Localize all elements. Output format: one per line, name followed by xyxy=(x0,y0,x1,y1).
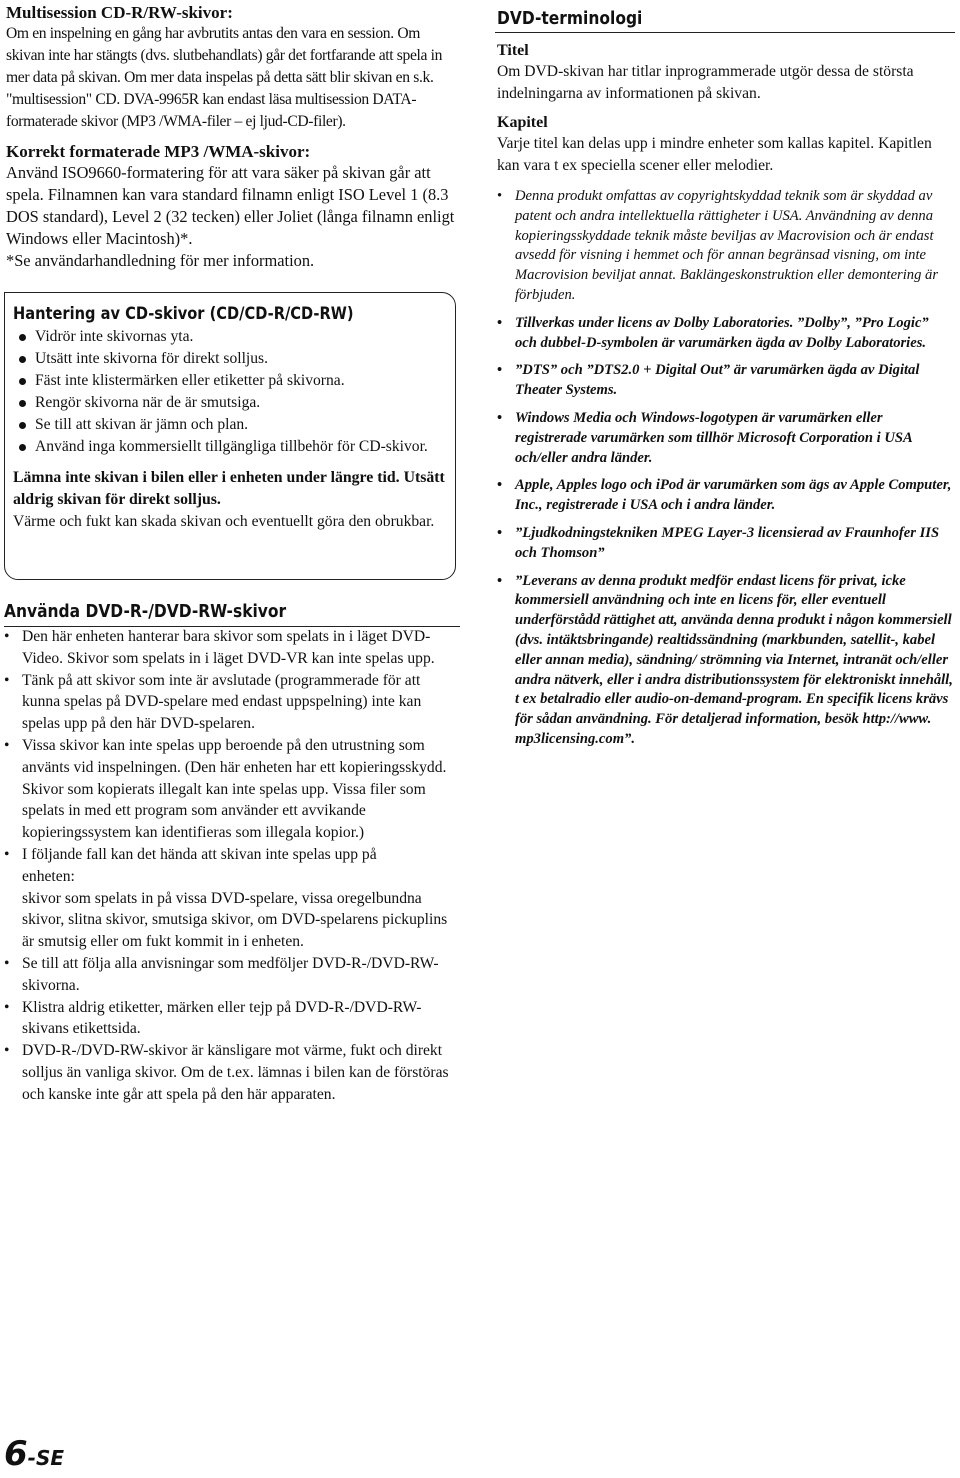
list-item: • Klistra aldrig etiketter, märken eller tejp på DVD-R-/DVD-RW-skivans etikettsida. xyxy=(4,998,422,1038)
list-item: • Tillverkas under licens av Dolby Laboratories. ”Dolby”, ”Pro Logic” och dubbel-D-symbolen är varumärken ägda av Dolby Laboratories. xyxy=(497,314,929,351)
dvdr-subtext: skivor som spelats in på vissa DVD-spelare, vissa oregelbundna skivor, slitna skivor, smutsiga skivor, om DVD-spelarens pickuplins är smutsig eller om fukt kommit in i enheten. xyxy=(22,889,448,951)
handling-warning-body: Värme och fukt kan skada skivan och eventuellt göra den obrukbar. xyxy=(13,513,435,530)
dvdr-title: Använda DVD-R-/DVD-RW-skivor xyxy=(4,601,287,622)
bullet-dot-icon xyxy=(19,400,26,407)
terms-title-rule xyxy=(495,32,955,33)
list-item: • Vissa skivor kan inte spelas upp beroende på den utrustning som använts vid inspelningen. (Den här enheten har ett kopieringsskydd. Skivor som kopierats illegalt kan inte spelas upp. Vissa filer som spelats in med ett program som använder ett avvikande kopieringssystem kan identifieras som illegala kopior.) xyxy=(4,736,447,842)
kapitel-heading: Kapitel xyxy=(497,114,548,131)
bullet-dot-icon xyxy=(19,334,26,341)
list-item: Se till att skivan är jämn och plan. xyxy=(13,414,455,436)
terms-section xyxy=(497,8,953,758)
handling-warning: Lämna inte skivan i bilen eller i enheten under längre tid. Utsätt aldrig skivan för direkt solljus. xyxy=(13,469,445,508)
list-item: • ”Ljudkodningstekniken MPEG Layer-3 licensierad av Fraunhofer IIS och Thomson” xyxy=(497,524,940,561)
mp3-section xyxy=(6,141,456,272)
kapitel-body: Varje titel kan delas upp i mindre enheter som kallas kapitel. Kapitlen kan vara t ex speciella scener eller melodier. xyxy=(497,135,932,174)
bullet-dot-icon xyxy=(19,444,26,451)
list-item: Använd inga kommersiellt tillgängliga tillbehör för CD-skivor. xyxy=(13,436,455,458)
list-item: • ”Leverans av denna produkt medför endast licens för privat, icke kommersiell användning och inte en licens för, eller eventuell underförstådd rättighet att, använda denna produkt i någon kommersiell (dvs. intäktsbringande) realtidssändning (markbunden, satellit-, kabel eller annan media), sändning/ strömning via Internet, intranät och/eller andra nätverk, eller i andra distributionssystem för elektroniskt innehåll, t ex betalradio eller audio-on-demand-program. En specifik licens krävs för sådan användning. För detaljerad information, besök http://www. mp3licensing.com”. xyxy=(497,572,953,747)
page-language: -SE xyxy=(27,1446,65,1470)
multisession-section xyxy=(6,2,456,133)
list-item: Rengör skivorna när de är smutsiga. xyxy=(13,392,455,414)
mp3-title: Korrekt formaterade MP3 /WMA-skivor: xyxy=(6,142,311,161)
handling-title: Hantering av CD-skivor (CD/CD-R/CD-RW) xyxy=(13,304,354,324)
dvdr-section xyxy=(4,601,456,1106)
dvdr-list xyxy=(4,626,456,1106)
list-item: • DVD-R-/DVD-RW-skivor är känsligare mot värme, fukt och direkt solljus än vanliga skivor. Om de t.ex. lämnas i bilen kan de förstöras och kanske inte går att spela på den här apparaten. xyxy=(4,1042,449,1103)
list-item: • Windows Media och Windows-logotypen är varumärken eller registrerade varumärken som tillhör Microsoft Corporation i USA och/eller andra länder. xyxy=(497,409,912,466)
bullet-dot-icon xyxy=(19,422,26,429)
titel-heading: Titel xyxy=(497,42,529,59)
handling-list xyxy=(13,326,455,458)
list-item: • Denna produkt omfattas av copyrightskyddad teknik som är skyddad av patent och andra intellektuella rättigheter i USA. Användning av denna kopieringsskyddade teknik måste beviljas av Macrovision och är endast avsedd för visning i hemmet och för annan begränsad visning, om inte Macrovision beviljat annat. Baklängeskonstruktion eller demontering är förbjuden. xyxy=(497,188,939,303)
list-item: Utsätt inte skivorna för direkt solljus. xyxy=(13,348,455,370)
page-number-value: 6 xyxy=(4,1434,28,1474)
mp3-note: *Se användarhandledning för mer information. xyxy=(6,251,315,270)
page-number xyxy=(4,1436,64,1472)
bullet-dot-icon xyxy=(19,356,26,363)
list-item: • Apple, Apples logo och iPod är varumärken som ägs av Apple Computer, Inc., registrerade i USA och i andra länder. xyxy=(497,477,952,514)
list-item: Fäst inte klistermärken eller etiketter på skivorna. xyxy=(13,370,455,392)
list-item: • I följande fall kan det hända att skivan inte spelas upp på enheten: skivor som spelats in på vissa DVD-spelare, vissa oregelbundna skivor, slitna skivor, smutsiga skivor, om DVD-spelarens pickuplins är smutsig eller om fukt kommit in i enheten. xyxy=(4,844,456,953)
multisession-body: Om en inspelning en gång har avbrutits antas den vara en session. Om skivan inte har stängts (dvs. slutbehandlats) går det fortfarande att spela in mer data på skivan. Om mer data inspelas på detta sätt blir skivan en s.k. "multisession" CD. DVA-9965R kan endast läsa multisession DATA-formaterade skivor (MP3 /WMA-filer – ej ljud-CD-filer). xyxy=(6,25,443,130)
bullet-dot-icon xyxy=(19,378,26,385)
list-item: • Tänk på att skivor som inte är avslutade (programmerade för att kunna spelas på DVD-spelare med endast uppspelning) inte kan spelas upp på den här DVD-spelaren. xyxy=(4,671,422,733)
mp3-body: Använd ISO9660-formatering för att vara säker på skivan går att spela. Filnamnen kan vara standard filnamn enligt ISO Level 1 (8.3 DOS standard), Level 2 (32 tecken) eller Joliet (långa filnamn enligt Windows eller Macintosh)*. xyxy=(6,163,455,248)
list-item: • Den här enheten hanterar bara skivor som spelats in i läget DVD-Video. Skivor som spelats in i läget DVD-VR kan inte spelas upp. xyxy=(4,628,435,667)
titel-body: Om DVD-skivan har titlar inprogrammerade utgör dessa de största indelningarna av informationen på skivan. xyxy=(497,63,914,102)
list-item: • ”DTS” och ”DTS2.0 + Digital Out” är varumärken ägda av Digital Theater Systems. xyxy=(497,362,920,399)
list-item: Vidrör inte skivornas yta. xyxy=(13,326,455,348)
list-item: • Se till att följa alla anvisningar som medföljer DVD-R-/DVD-RW-skivorna. xyxy=(4,954,439,994)
terms-title: DVD-terminologi xyxy=(497,8,643,29)
multisession-title: Multisession CD-R/RW-skivor: xyxy=(6,3,233,22)
handling-box xyxy=(4,292,456,580)
legal-list xyxy=(497,187,953,750)
